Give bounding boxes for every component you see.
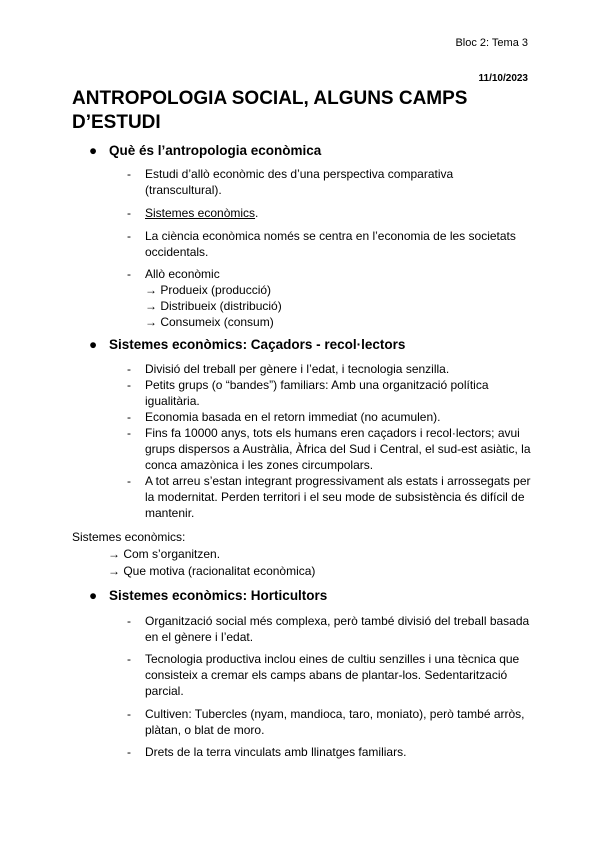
header-bloc: Bloc 2: Tema 3 [455,37,528,49]
list-item: - Divisió del treball per gènere i l’edat, i tecnologia senzilla. [127,362,450,376]
section-heading-cacadors: ● Sistemes econòmics: Caçadors - recol·lectors [89,337,406,352]
list-item: - Estudi d’allò econòmic des d’una perspectiva comparativa (transcultural). [127,167,454,197]
sub-item: → Consumeix (consum) [145,315,274,329]
list-item: - La ciència econòmica només se centra en l’economia de les societats occidentals. [127,229,516,259]
note-label: Sistemes econòmics: [72,530,186,544]
note-line: → Que motiva (racionalitat econòmica) [108,564,316,578]
dash-marker: - [127,474,131,488]
dash-marker: - [127,229,131,243]
sistemes-economics-link[interactable]: Sistemes econòmics [145,206,256,220]
list-item: - A tot arreu s’estan integrant progressivament als estats i arrossegats per la modernitat. Perden territori i el seu mode de subsistència és difícil de mantenir. [127,474,531,520]
dash-marker: - [127,652,131,666]
list-item: - Drets de la terra vinculats amb llinatges familiars. [127,745,407,759]
list-item: - Economia basada en el retorn immediat (no acumulen). [127,410,441,424]
sub-item: → Distribueix (distribució) [145,299,282,313]
dash-marker: - [127,267,131,281]
list-item: - Petits grups (o “bandes”) familiars: Amb una organització política igualitària. [127,378,489,408]
list-item: - Cultiven: Tubercles (nyam, mandioca, taro, moniato), però també arròs, plàtan, o blat de moro. [127,707,525,737]
dash-marker: - [127,426,131,440]
dash-marker: - [127,362,131,376]
dash-marker: - [127,614,131,628]
dash-marker: - [127,410,131,424]
bullet-icon: ● [89,588,98,603]
list-item: - Sistemes econòmics. [127,206,259,220]
document-date: 11/10/2023 [478,73,528,84]
list-item: - Allò econòmic → Produeix (producció) → Distribueix (distribució) → Consumeix (consum) [127,266,532,330]
dash-marker: - [127,167,131,181]
dash-marker: - [127,206,131,220]
page-title: ANTROPOLOGIA SOCIAL, ALGUNS CAMPS D’ESTUDI [72,88,468,133]
dash-marker: - [127,378,131,392]
list-item: - Organització social més complexa, però també divisió del treball basada en el gènere i l’edat. [127,614,530,644]
list-item: - Tecnologia productiva inclou eines de cultiu senzilles i una tècnica que consisteix a cremar els camps abans de plantar-los. Sedentarització parcial. [127,652,520,698]
list-item: - Fins fa 10000 anys, tots els humans eren caçadors i recol·lectors; avui grups dispersos a Austràlia, Àfrica del Sud i Central, el sud-est asiàtic, la conca amazònica i les zones circumpolars. [127,426,531,472]
sub-item: → Produeix (producció) [145,283,272,297]
bullet-icon: ● [89,143,98,158]
section-heading-antropologia: ● Què és l’antropologia econòmica [89,143,322,158]
note-line: → Com s’organitzen. [108,547,221,561]
dash-marker: - [127,745,131,759]
section-heading-horticultors: ● Sistemes econòmics: Horticultors [89,588,328,603]
dash-marker: - [127,707,131,721]
bullet-icon: ● [89,337,98,352]
